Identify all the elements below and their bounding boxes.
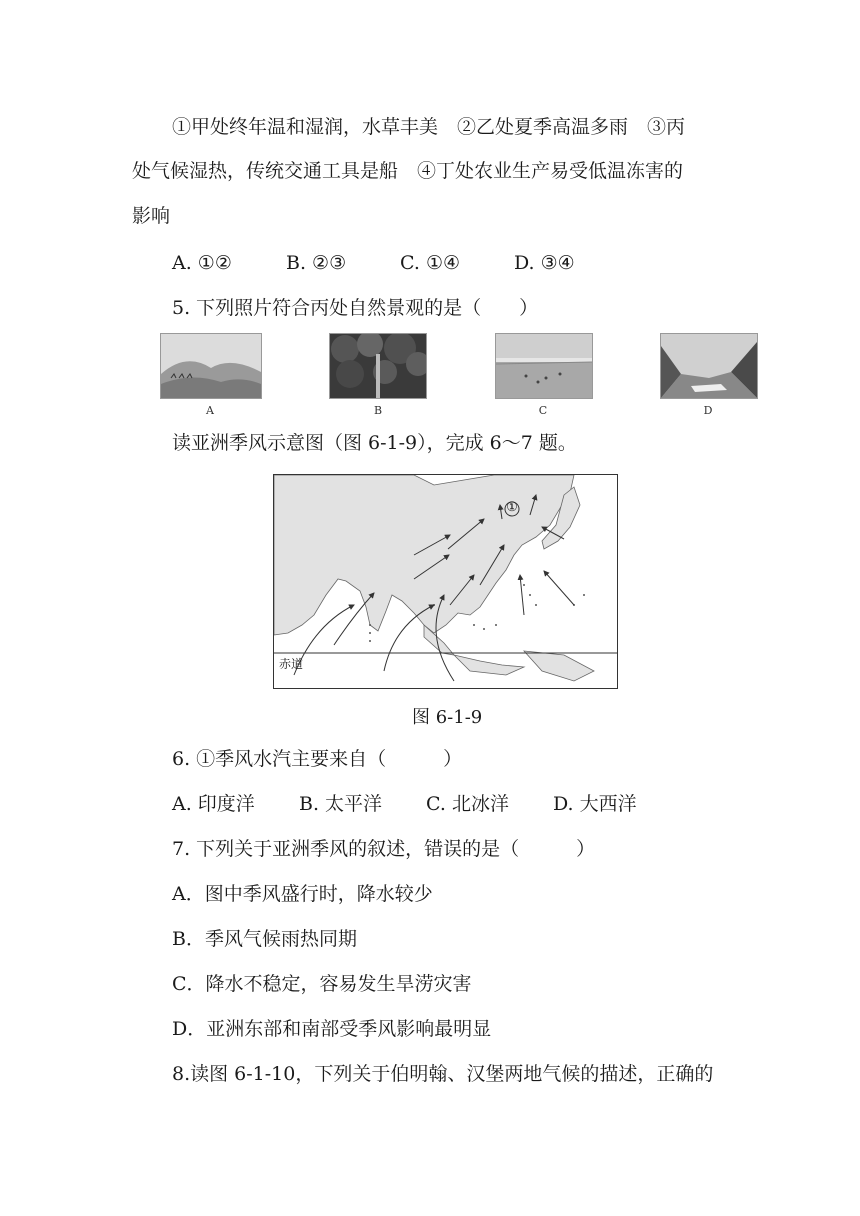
q6-stem: 6. ①季风水汽主要来自（ ） [172, 748, 463, 770]
q7-option-b: B．季风气候雨热同期 [172, 928, 357, 950]
photo-b-forest [329, 333, 427, 399]
q6-option-d: D. 大西洋 [553, 793, 637, 815]
q6-option-c: C. 北冰洋 [426, 793, 509, 815]
q4-option-d: D. ③④ [514, 252, 575, 274]
photo-a-desert [160, 333, 262, 399]
q4-option-b: B. ②③ [286, 252, 347, 274]
photo-b-label: B [373, 404, 383, 417]
map-marker-1: ① [506, 500, 518, 515]
asia-monsoon-map [273, 474, 618, 689]
equator-label: 赤道 [279, 657, 304, 671]
q6-option-a: A. 印度洋 [172, 793, 255, 815]
q6-option-b: B. 太平洋 [299, 793, 383, 815]
q4-option-c: C. ①④ [400, 252, 461, 274]
q4-statement-line3: 影响 [132, 205, 171, 227]
q7-option-a: A．图中季风盛行时，降水较少 [172, 883, 433, 905]
q4-statement-line1: ①甲处终年温和湿润，水草丰美 ②乙处夏季高温多雨 ③丙 [172, 116, 686, 138]
q7-stem: 7. 下列关于亚洲季风的叙述，错误的是（ ） [172, 838, 596, 860]
q7-option-c: C．降水不稳定，容易发生旱涝灾害 [172, 973, 472, 995]
photo-d-ice [660, 333, 758, 399]
q4-statement-line2: 处气候湿热，传统交通工具是船 ④丁处农业生产易受低温冻害的 [132, 160, 684, 182]
photo-a-label: A [206, 404, 214, 417]
q7-option-d: D．亚洲东部和南部受季风影响最明显 [172, 1018, 492, 1040]
q4-option-a: A. ①② [172, 252, 232, 274]
q5-stem: 5. 下列照片符合丙处自然景观的是（ ） [172, 297, 539, 319]
photo-c-label: C [538, 404, 548, 417]
photo-c-grassland [495, 333, 593, 399]
figure-caption: 图 6-1-9 [412, 707, 483, 728]
map-intro: 读亚洲季风示意图（图 6-1-9），完成 6～7 题。 [172, 432, 577, 454]
q8-stem: 8.读图 6-1-10，下列关于伯明翰、汉堡两地气候的描述，正确的 [172, 1063, 714, 1085]
photo-d-label: D [703, 404, 713, 417]
